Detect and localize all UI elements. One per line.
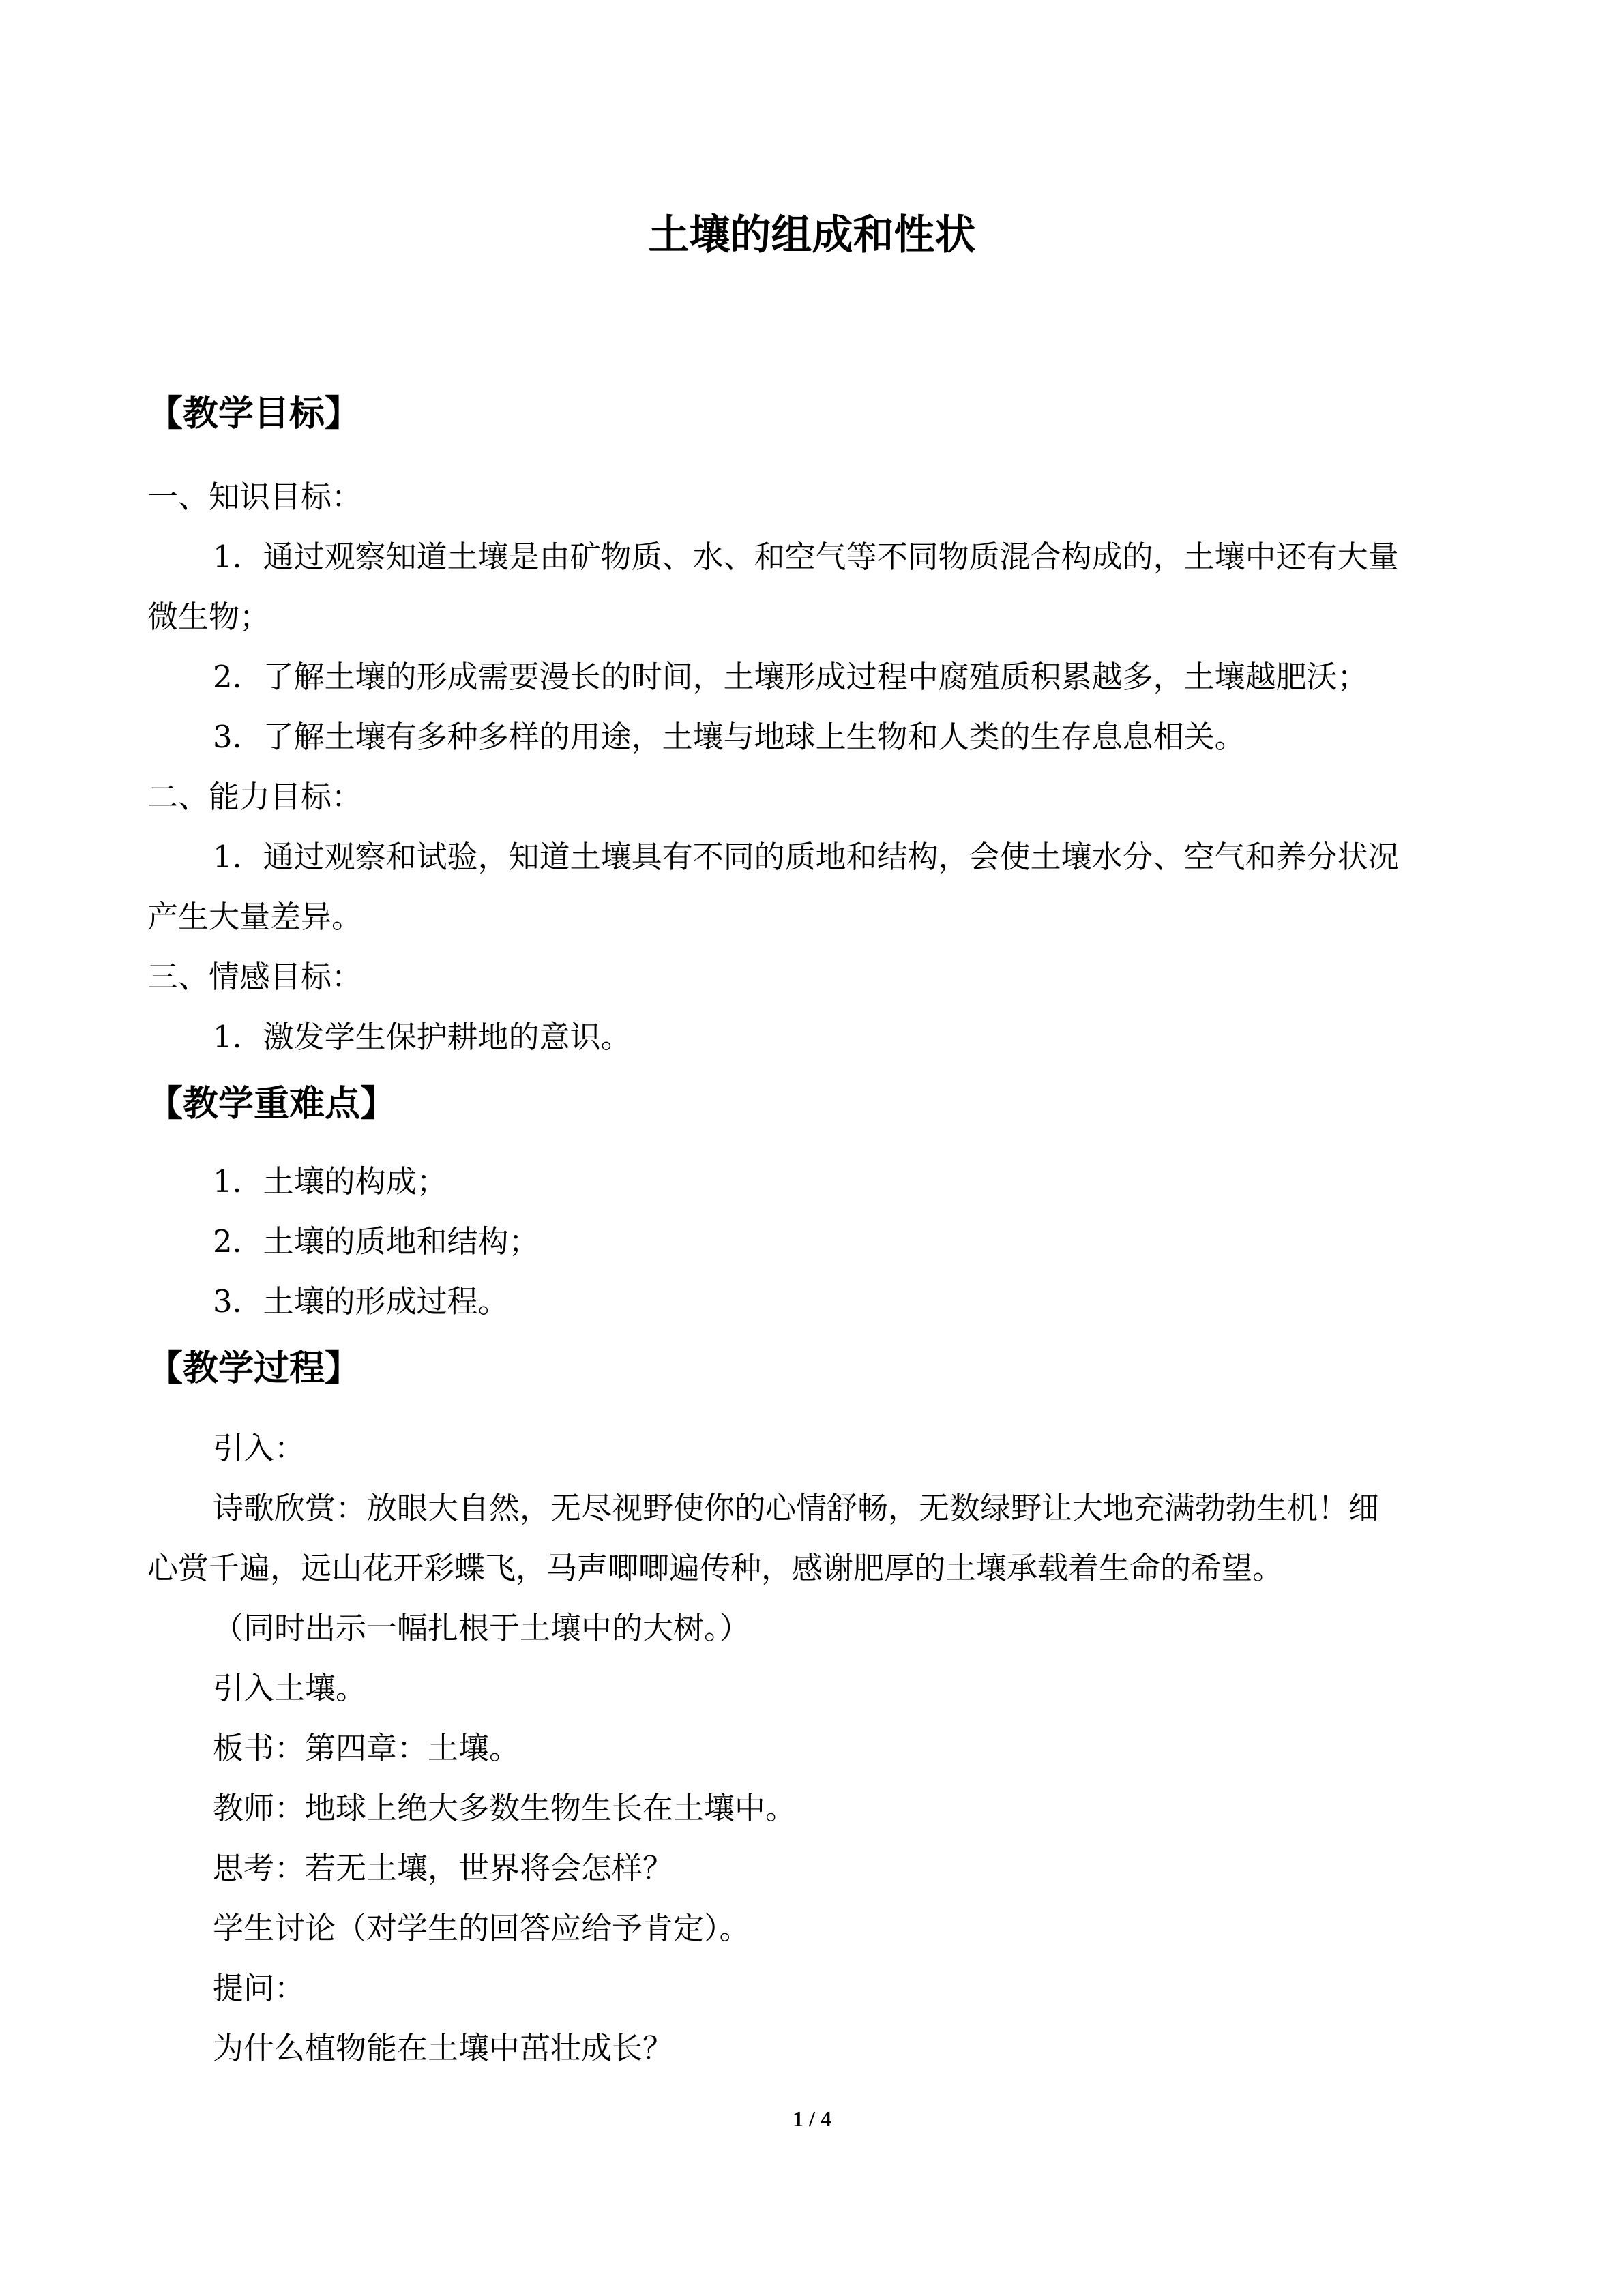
emotion-objective-1: 1．激发学生保护耕地的意识。	[213, 1019, 632, 1055]
page-title: 土壤的组成和性状	[648, 211, 976, 259]
page-number: 1 / 4	[793, 2106, 831, 2131]
process-paragraph: 为什么植物能在土壤中茁壮成长？	[213, 2030, 674, 2066]
section-heading-objectives: 【教学目标】	[147, 393, 361, 434]
process-paragraph-continued: 心赏千遍，远山花开彩蝶飞，马声唧唧遍传种，感谢肥厚的土壤承载着生命的希望。	[147, 1550, 1284, 1586]
process-paragraph: 学生讨论（对学生的回答应给予肯定）。	[213, 1910, 750, 1946]
section-heading-key-points: 【教学重难点】	[147, 1084, 396, 1124]
emotion-objectives-label: 三、情感目标：	[147, 959, 363, 995]
process-paragraph: 诗歌欣赏：放眼大自然，无尽视野使你的心情舒畅，无数绿野让大地充满勃勃生机！细	[213, 1490, 1380, 1526]
knowledge-objective-3: 3．了解土壤有多种多样的用途，土壤与地球上生物和人类的生存息息相关。	[213, 719, 1245, 755]
process-paragraph: 教师：地球上绝大多数生物生长在土壤中。	[213, 1790, 797, 1826]
process-paragraph: 板书：第四章：土壤。	[213, 1730, 520, 1766]
key-point-3: 3．土壤的形成过程。	[213, 1283, 509, 1320]
knowledge-objective-1: 1．通过观察知道土壤是由矿物质、水、和空气等不同物质混合构成的，土壤中还有大量	[213, 539, 1399, 575]
ability-objective-1: 1．通过观察和试验，知道土壤具有不同的质地和结构，会使土壤水分、空气和养分状况	[213, 839, 1399, 875]
knowledge-objective-2: 2．了解土壤的形成需要漫长的时间，土壤形成过程中腐殖质积累越多，土壤越肥沃；	[213, 659, 1368, 695]
process-paragraph: 提问：	[213, 1970, 306, 2006]
key-point-1: 1．土壤的构成；	[213, 1163, 447, 1199]
ability-objectives-label: 二、能力目标：	[147, 779, 363, 815]
key-point-2: 2．土壤的质地和结构；	[213, 1223, 540, 1259]
knowledge-objective-1-continued: 微生物；	[147, 599, 271, 635]
process-paragraph: （同时出示一幅扎根于土壤中的大树。）	[213, 1610, 750, 1646]
process-paragraph: 思考：若无土壤，世界将会怎样？	[213, 1850, 674, 1886]
section-heading-process: 【教学过程】	[147, 1348, 361, 1389]
process-paragraph: 引入：	[213, 1430, 306, 1466]
knowledge-objectives-label: 一、知识目标：	[147, 479, 363, 515]
ability-objective-1-continued: 产生大量差异。	[147, 899, 363, 935]
process-paragraph: 引入土壤。	[213, 1670, 367, 1706]
